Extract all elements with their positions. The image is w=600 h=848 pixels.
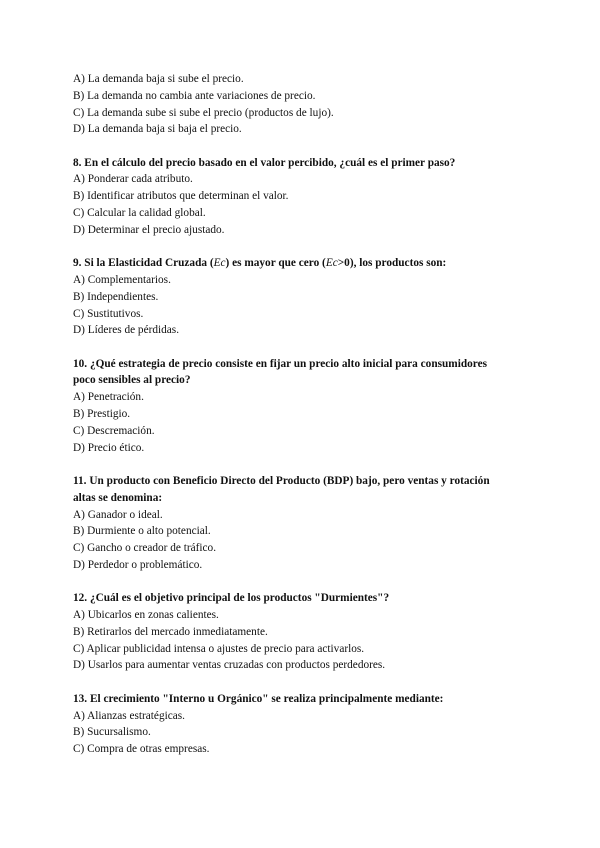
question-text — [73, 356, 533, 390]
question-text: 13. El crecimiento "Interno u Orgánico" se realiza principalmente mediante: — [73, 692, 444, 705]
option-text: D) Perdedor o problemático. — [73, 558, 203, 571]
option-text: D) Precio ético. — [73, 441, 145, 454]
question-8 — [73, 155, 533, 239]
question-text-part: 9. Si la Elasticidad Cruzada ( — [73, 257, 214, 270]
option-list — [73, 171, 533, 238]
option-text: B) Identificar atributos que determinan el valor. — [73, 190, 289, 203]
question-line: 10. ¿Qué estrategia de precio consiste en fijar un precio alto inicial para consumidores — [73, 357, 487, 370]
option-text: C) Aplicar publicidad intensa o ajustes de precio para activarlos. — [73, 642, 365, 655]
question-text — [73, 473, 533, 507]
option-text: D) Determinar el precio ajustado. — [73, 223, 225, 236]
option-text: A) Penetración. — [73, 391, 144, 404]
page-content — [73, 71, 533, 774]
option-text: B) Independientes. — [73, 290, 159, 303]
option-text: C) Calcular la calidad global. — [73, 207, 206, 220]
option-text: D) Usarlos para aumentar ventas cruzadas con productos perdedores. — [73, 659, 386, 672]
option-text: C) Compra de otras empresas. — [73, 743, 210, 756]
question-9 — [73, 255, 533, 339]
question-13 — [73, 691, 533, 758]
option-list — [73, 507, 533, 574]
option-text: C) Descremación. — [73, 424, 155, 437]
option-text: A) Alianzas estratégicas. — [73, 709, 185, 722]
option-text: D) Líderes de pérdidas. — [73, 324, 180, 337]
question-variable: Ec — [325, 257, 338, 270]
option-text: B) Prestigio. — [73, 408, 131, 421]
option-text: C) La demanda sube si sube el precio (productos de lujo). — [73, 106, 334, 119]
option-text: B) Retirarlos del mercado inmediatamente. — [73, 625, 268, 638]
option-text: A) Ganador o ideal. — [73, 508, 163, 521]
question-variable: Ec — [213, 257, 226, 270]
question-line: 11. Un producto con Beneficio Directo del Producto (BDP) bajo, pero ventas y rotación — [73, 474, 490, 487]
question-text-part: ) es mayor que cero ( — [225, 257, 326, 270]
question-text-part: >0), los productos son: — [337, 257, 447, 270]
option-text: B) Durmiente o alto potencial. — [73, 525, 211, 538]
option-text: C) Gancho o creador de tráfico. — [73, 542, 217, 555]
option-text: A) Ubicarlos en zonas calientes. — [73, 609, 219, 622]
question-line: altas se denomina: — [73, 491, 163, 504]
question-text — [73, 255, 533, 272]
option-text: A) La demanda baja si sube el precio. — [73, 73, 244, 85]
intro-option-list — [73, 71, 533, 138]
option-text: D) La demanda baja si baja el precio. — [73, 123, 242, 136]
question-text: 8. En el cálculo del precio basado en el valor percibido, ¿cuál es el primer paso? — [73, 156, 456, 169]
option-text: C) Sustitutivos. — [73, 307, 144, 320]
question-12 — [73, 590, 533, 674]
question-10 — [73, 356, 533, 457]
option-text: B) Sucursalismo. — [73, 726, 151, 739]
option-text: B) La demanda no cambia ante variaciones de precio. — [73, 89, 316, 102]
option-text: A) Ponderar cada atributo. — [73, 173, 193, 186]
option-list — [73, 708, 533, 758]
question-text: 12. ¿Cuál es el objetivo principal de los productos "Durmientes"? — [73, 592, 390, 605]
option-list — [73, 607, 533, 674]
option-list — [73, 272, 533, 339]
question-11 — [73, 473, 533, 574]
option-list — [73, 389, 533, 456]
option-text: A) Complementarios. — [73, 273, 171, 286]
question-line: poco sensibles al precio? — [73, 374, 191, 387]
